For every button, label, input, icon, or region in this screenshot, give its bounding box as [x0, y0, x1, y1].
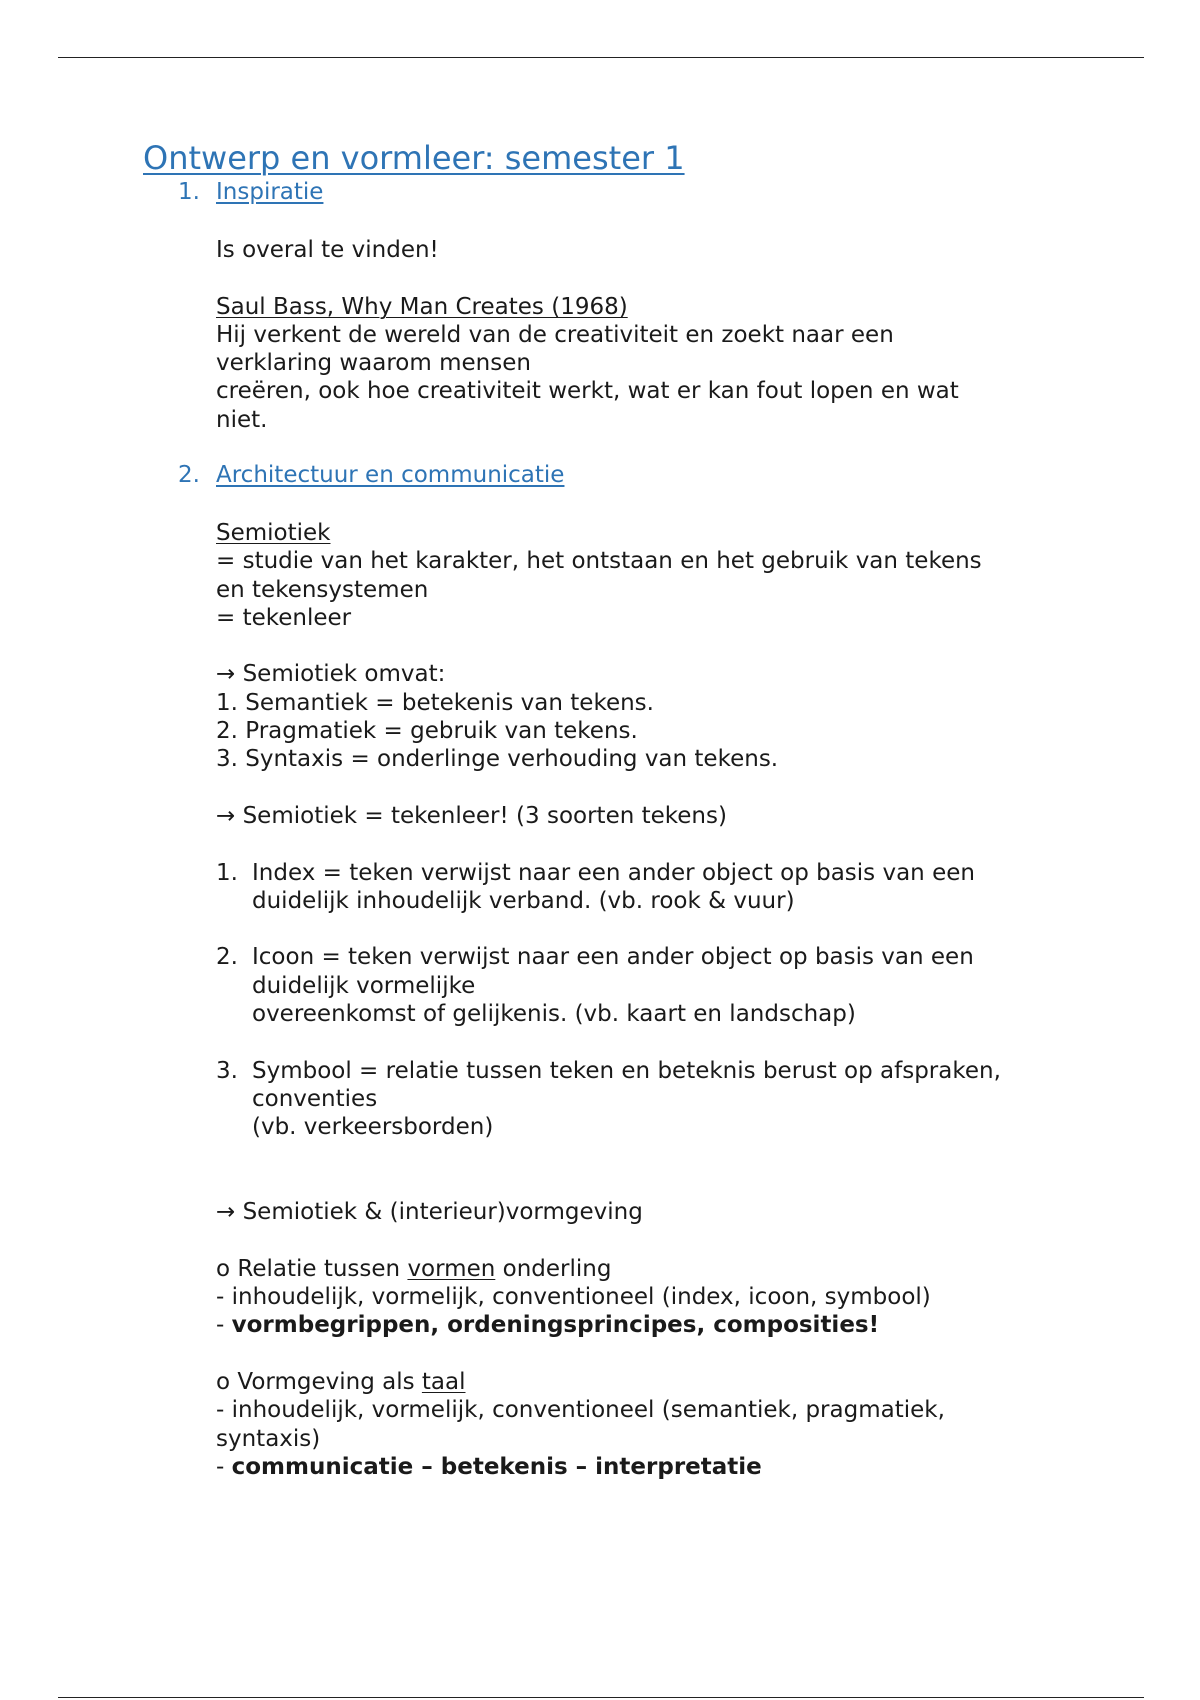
bold-text: communicatie – betekenis – interpretatie: [231, 1453, 762, 1480]
relatie-detail: - inhoudelijk, vormelijk, conventioneel (index, icoon, symbool): [216, 1284, 931, 1311]
list-number: 3.: [216, 1057, 238, 1084]
section-body-inspiratie: [216, 236, 1056, 434]
omvat-item: 2. Pragmatiek = gebruik van tekens.: [216, 718, 638, 745]
intro-text: Is overal te vinden!: [216, 237, 439, 263]
footer-rule: [58, 1697, 1144, 1698]
omvat-item: 3. Syntaxis = onderlinge verhouding van tekens.: [216, 746, 779, 773]
taal-detail: - inhoudelijk, vormelijk, conventioneel (semantiek, pragmatiek,: [216, 1397, 945, 1424]
list-number: 2.: [216, 944, 238, 971]
paragraph-line: creëren, ook hoe creativiteit werkt, wat er kan fout lopen en wat: [216, 378, 959, 405]
omvat-item: 1. Semantiek = betekenis van tekens.: [216, 689, 654, 716]
list-item-symbool: [216, 1057, 1056, 1142]
list-item-line: conventies: [252, 1085, 378, 1112]
section-number: 1.: [178, 179, 200, 205]
list-number: 1.: [216, 859, 238, 886]
reference-title: Saul Bass, Why Man Creates (1968): [216, 293, 628, 320]
page-title: Ontwerp en vormleer: semester 1: [143, 139, 685, 177]
section-heading-architectuur: [178, 461, 564, 489]
paragraph-line: Hij verkent de wereld van de creativiteit en zoekt naar een: [216, 321, 894, 348]
definition-line: en tekensystemen: [216, 576, 429, 603]
bold-text: vormbegrippen, ordeningsprincipes, composities!: [231, 1312, 880, 1339]
section-number: 2.: [178, 462, 200, 488]
list-item-index: [216, 859, 1056, 916]
paragraph-line: niet.: [216, 406, 268, 433]
omvat-heading: → Semiotiek omvat:: [216, 661, 446, 688]
taal-detail: syntaxis): [216, 1425, 321, 1452]
header-rule: [58, 57, 1144, 58]
list-item-icoon: [216, 943, 1056, 1028]
list-item-line: Symbool = relatie tussen teken en beteknis berust op afspraken,: [252, 1057, 1001, 1084]
tekenleer-heading: → Semiotiek = tekenleer! (3 soorten tekens): [216, 802, 727, 829]
term-semiotiek: Semiotiek: [216, 520, 331, 546]
definition-line: = tekenleer: [216, 604, 352, 631]
vormgeving-heading: → Semiotiek & (interieur)vormgeving: [216, 1199, 643, 1226]
section-heading-inspiratie: [178, 178, 323, 206]
list-item-line: Icoon = teken verwijst naar een ander object op basis van een: [252, 944, 974, 971]
list-item-line: duidelijk inhoudelijk verband. (vb. rook & vuur): [252, 887, 795, 914]
definition-line: = studie van het karakter, het ontstaan en het gebruik van tekens: [216, 548, 982, 575]
underlined-word: vormen: [407, 1255, 496, 1282]
section-body-architectuur: [216, 519, 1056, 1481]
paragraph-line: verklaring waarom mensen: [216, 350, 531, 377]
relatie-line: o Relatie tussen vormen onderling: [216, 1255, 612, 1282]
taal-bold-line: - communicatie – betekenis – interpretatie: [216, 1453, 762, 1480]
relatie-bold-line: - vormbegrippen, ordeningsprincipes, composities!: [216, 1312, 880, 1339]
taal-line: o Vormgeving als taal: [216, 1368, 466, 1395]
list-item-line: overeenkomst of gelijkenis. (vb. kaart en landschap): [252, 1001, 856, 1028]
section-title: Inspiratie: [216, 179, 324, 205]
section-title: Architectuur en communicatie: [216, 462, 565, 488]
list-item-line: Index = teken verwijst naar een ander object op basis van een: [252, 859, 975, 886]
list-item-line: (vb. verkeersborden): [252, 1114, 494, 1141]
list-item-line: duidelijk vormelijke: [252, 972, 476, 999]
underlined-word: taal: [421, 1368, 466, 1395]
